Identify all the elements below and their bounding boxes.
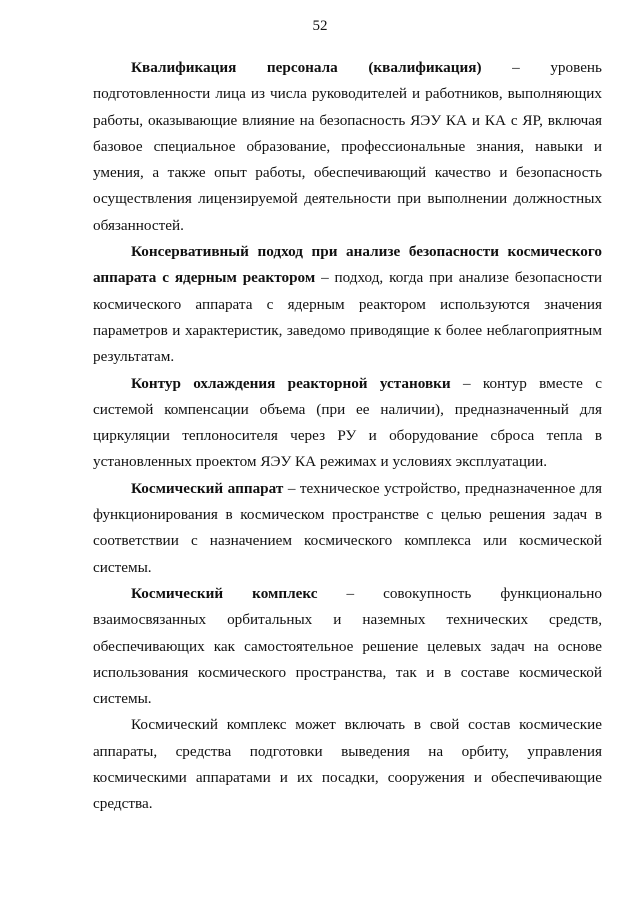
definition-spacecraft [93, 476, 602, 581]
paragraph-space-complex-composition [93, 712, 602, 817]
definition-text-conservative-approach: – подход, когда при анализе безопасности космического аппарата с ядерным реактором используются значения параметров и характеристик, заведомо приводящие к более неблагоприятным результатам. [93, 269, 603, 366]
definition-conservative-approach [93, 239, 602, 370]
document-body [93, 55, 602, 818]
term-qualification: Квалификация персонала (квалификация) [131, 59, 482, 76]
paragraph-text-space-complex-composition: Космический комплекс может включать в свой состав космические аппараты, средства подготовки выведения на орбиту, управления космическими аппаратами и их посадки, сооружения и обеспечивающие средства. [93, 716, 602, 813]
definition-space-complex [93, 581, 602, 712]
definition-text-qualification: – уровень подготовленности лица из числа руководителей и работников, выполняющих работы, оказывающие влияние на безопасность ЯЭУ КА и КА с ЯР, включая базовое специальное образование, профессиональные знания, навыки и умения, а также опыт работы, обеспечивающий качество и безопасность осуществления лицензируемой деятельности при выполнении должностных обязанностей. [93, 59, 602, 234]
definition-text-cooling-circuit: – контур вместе с системой компенсации объема (при ее наличии), предназначенный для циркуляции теплоносителя через РУ и оборудование сброса тепла в установленных проектом ЯЭУ КА режимах и условиях эксплуатации. [93, 374, 602, 471]
definition-cooling-circuit [93, 371, 602, 476]
term-cooling-circuit: Контур охлаждения реакторной установки [131, 374, 451, 392]
page-number: 52 [312, 18, 328, 34]
term-space-complex: Космический комплекс [131, 584, 318, 602]
definition-qualification [93, 55, 602, 239]
definition-text-spacecraft: – техническое устройство, предназначенное для функционирования в космическом пространстве с целью решения задач в соответствии с назначением космического комплекса или космической системы. [93, 479, 602, 576]
term-spacecraft: Космический аппарат [131, 479, 284, 497]
term-conservative-approach: Консервативный подход при анализе безопасности космического аппарата с ядерным реактором [93, 243, 602, 287]
definition-text-space-complex: – совокупность функционально взаимосвязанных орбитальных и наземных технических средств, обеспечивающих как самостоятельное решение целевых задач на основе использования космического пространства, так и в составе космической системы. [93, 584, 602, 708]
